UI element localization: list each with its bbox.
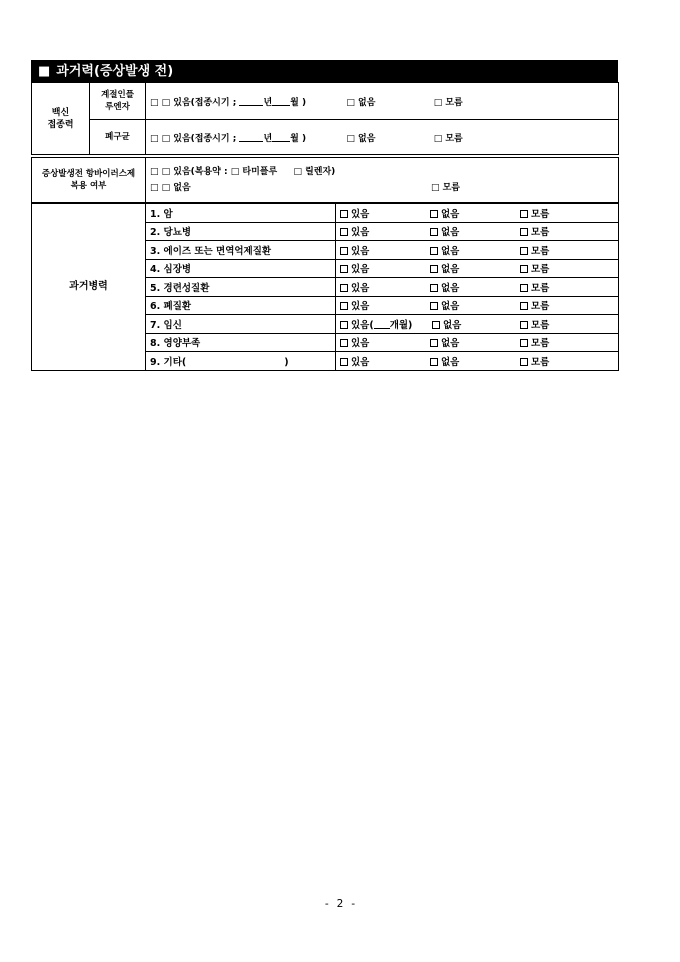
no-label: 없음 [441,208,460,220]
disease-name [146,352,336,371]
unknown-label: 모름 [531,245,550,257]
disease-name: 6. 폐질환 [146,296,336,315]
yes-checkbox[interactable] [340,339,348,347]
unknown-label: 모름 [531,208,550,220]
yes-checkbox[interactable] [340,284,348,292]
antiviral-no-line [150,180,614,196]
pneumococcal-year-label: 년 [263,133,273,144]
no-checkbox[interactable] [430,210,438,218]
yes-label: 있음 [351,356,370,368]
unknown-checkbox[interactable] [520,210,528,218]
yes-label: 있음 [351,338,370,350]
pneumococcal-month-label: 월 ) [290,133,307,144]
yes-checkbox[interactable] [340,228,348,236]
disease-options [336,278,619,297]
antiviral-row [32,158,619,203]
yes-label: 있음 [351,245,370,257]
vaccination-label-line2: 접종력 [47,119,74,130]
yes-checkbox[interactable] [340,358,348,366]
yes-label: 있음( [351,319,374,331]
black-square-icon: ■ [38,64,51,79]
pneumococcal-unknown-option[interactable]: □ 모름 [433,133,463,144]
no-label: 없음 [441,338,460,350]
section-header [31,60,618,82]
antiviral-label-line1: 증상발생전 항바이러스제 [41,169,136,179]
flu-label [90,83,146,120]
vaccination-label [32,83,90,155]
flu-vaccine-row [32,83,619,120]
tamiflu-option[interactable]: □ 타미플루 [230,167,278,177]
yes-label: 있음 [351,282,370,294]
unknown-checkbox[interactable] [520,284,528,292]
flu-checkbox[interactable]: □ □ [150,97,171,108]
unknown-checkbox[interactable] [520,358,528,366]
no-label: 없음 [441,227,460,239]
flu-no-option[interactable]: □ 없음 [346,97,376,108]
flu-month-input[interactable] [272,96,290,106]
pregnancy-months-input[interactable] [374,319,390,329]
antiviral-yes-label: 있음(복용약 : [173,167,228,177]
antiviral-no-label: 없음 [173,183,191,193]
antiviral-label-line2: 복용 여부 [70,181,107,191]
unknown-label: 모름 [531,282,550,294]
disease-options [336,222,619,241]
history-table [31,203,619,371]
no-checkbox[interactable] [430,247,438,255]
unknown-label: 모름 [531,227,550,239]
pneumococcal-no-option[interactable]: □ 없음 [346,133,376,144]
yes-label: 있음 [351,264,370,276]
disease-options [336,315,619,334]
antiviral-no-checkbox[interactable]: □ □ [150,183,171,193]
yes-label: 있음 [351,301,370,313]
pneumococcal-yes-label: 있음(접종시기 ; [173,133,237,144]
section-title: 과거력(증상발생 전) [56,64,174,79]
no-label: 없음 [441,245,460,257]
disease-options [336,241,619,260]
disease-name: 4. 심장병 [146,259,336,278]
pneumococcal-options [146,120,619,155]
no-label: 없음 [441,356,460,368]
disease-options [336,204,619,223]
vaccination-table [31,82,619,155]
no-label: 없음 [443,319,462,331]
antiviral-label [32,158,146,203]
antiviral-yes-line [150,164,614,180]
flu-year-label: 년 [263,97,273,108]
yes-checkbox[interactable] [340,247,348,255]
no-label: 없음 [441,301,460,313]
no-label: 없음 [441,282,460,294]
disease-options [336,296,619,315]
no-label: 없음 [441,264,460,276]
unknown-label: 모름 [531,356,550,368]
unknown-checkbox[interactable] [520,321,528,329]
pregnancy-months-label: 개월) [389,319,413,331]
disease-name: 2. 당뇨병 [146,222,336,241]
past-history-form [31,60,618,371]
other-disease-close: ) [284,356,289,368]
flu-options [146,83,619,120]
pneumococcal-year-input[interactable] [239,132,263,142]
unknown-checkbox[interactable] [520,265,528,273]
yes-checkbox[interactable] [340,302,348,310]
unknown-checkbox[interactable] [520,228,528,236]
pneumococcal-vaccine-row [32,120,619,155]
yes-label: 있음 [351,208,370,220]
flu-label-line2: 루엔자 [105,102,130,112]
disease-options [336,352,619,371]
antiviral-options [146,158,619,203]
no-checkbox[interactable] [430,358,438,366]
no-checkbox[interactable] [432,321,440,329]
no-checkbox[interactable] [430,284,438,292]
disease-name: 3. 에이즈 또는 면역억제질환 [146,241,336,260]
flu-yes-label: 있음(접종시기 ; [173,97,237,108]
disease-name: 7. 임신 [146,315,336,334]
no-checkbox[interactable] [430,265,438,273]
table-row [32,204,619,223]
yes-checkbox[interactable] [340,321,348,329]
flu-unknown-option[interactable]: □ 모름 [433,97,463,108]
yes-label: 있음 [351,227,370,239]
antiviral-unknown-option[interactable]: □ 모름 [430,183,460,193]
unknown-label: 모름 [531,264,550,276]
relenza-option[interactable]: □ 릴렌자) [293,167,336,177]
disease-options [336,333,619,352]
no-checkbox[interactable] [430,339,438,347]
no-checkbox[interactable] [430,302,438,310]
page-number: - 2 - [323,897,357,910]
unknown-label: 모름 [531,319,550,331]
unknown-label: 모름 [531,301,550,313]
flu-month-label: 월 ) [290,97,307,108]
antiviral-table [31,157,619,203]
history-label: 과거병력 [32,204,146,371]
unknown-checkbox[interactable] [520,247,528,255]
vaccination-label-line1: 백신 [51,107,70,118]
disease-name: 5. 경련성질환 [146,278,336,297]
unknown-checkbox[interactable] [520,302,528,310]
yes-checkbox[interactable] [340,265,348,273]
disease-name: 1. 암 [146,204,336,223]
no-checkbox[interactable] [430,228,438,236]
flu-year-input[interactable] [239,96,263,106]
yes-checkbox[interactable] [340,210,348,218]
unknown-checkbox[interactable] [520,339,528,347]
other-disease-label: 9. 기타( [150,356,187,368]
pneumococcal-month-input[interactable] [272,132,290,142]
flu-label-line1: 계절인플 [101,90,134,100]
disease-options [336,259,619,278]
disease-name: 8. 영양부족 [146,333,336,352]
pneumococcal-label: 폐구균 [90,120,146,155]
pneumococcal-checkbox[interactable]: □ □ [150,133,171,144]
antiviral-yes-checkbox[interactable]: □ □ [150,167,171,177]
unknown-label: 모름 [531,338,550,350]
